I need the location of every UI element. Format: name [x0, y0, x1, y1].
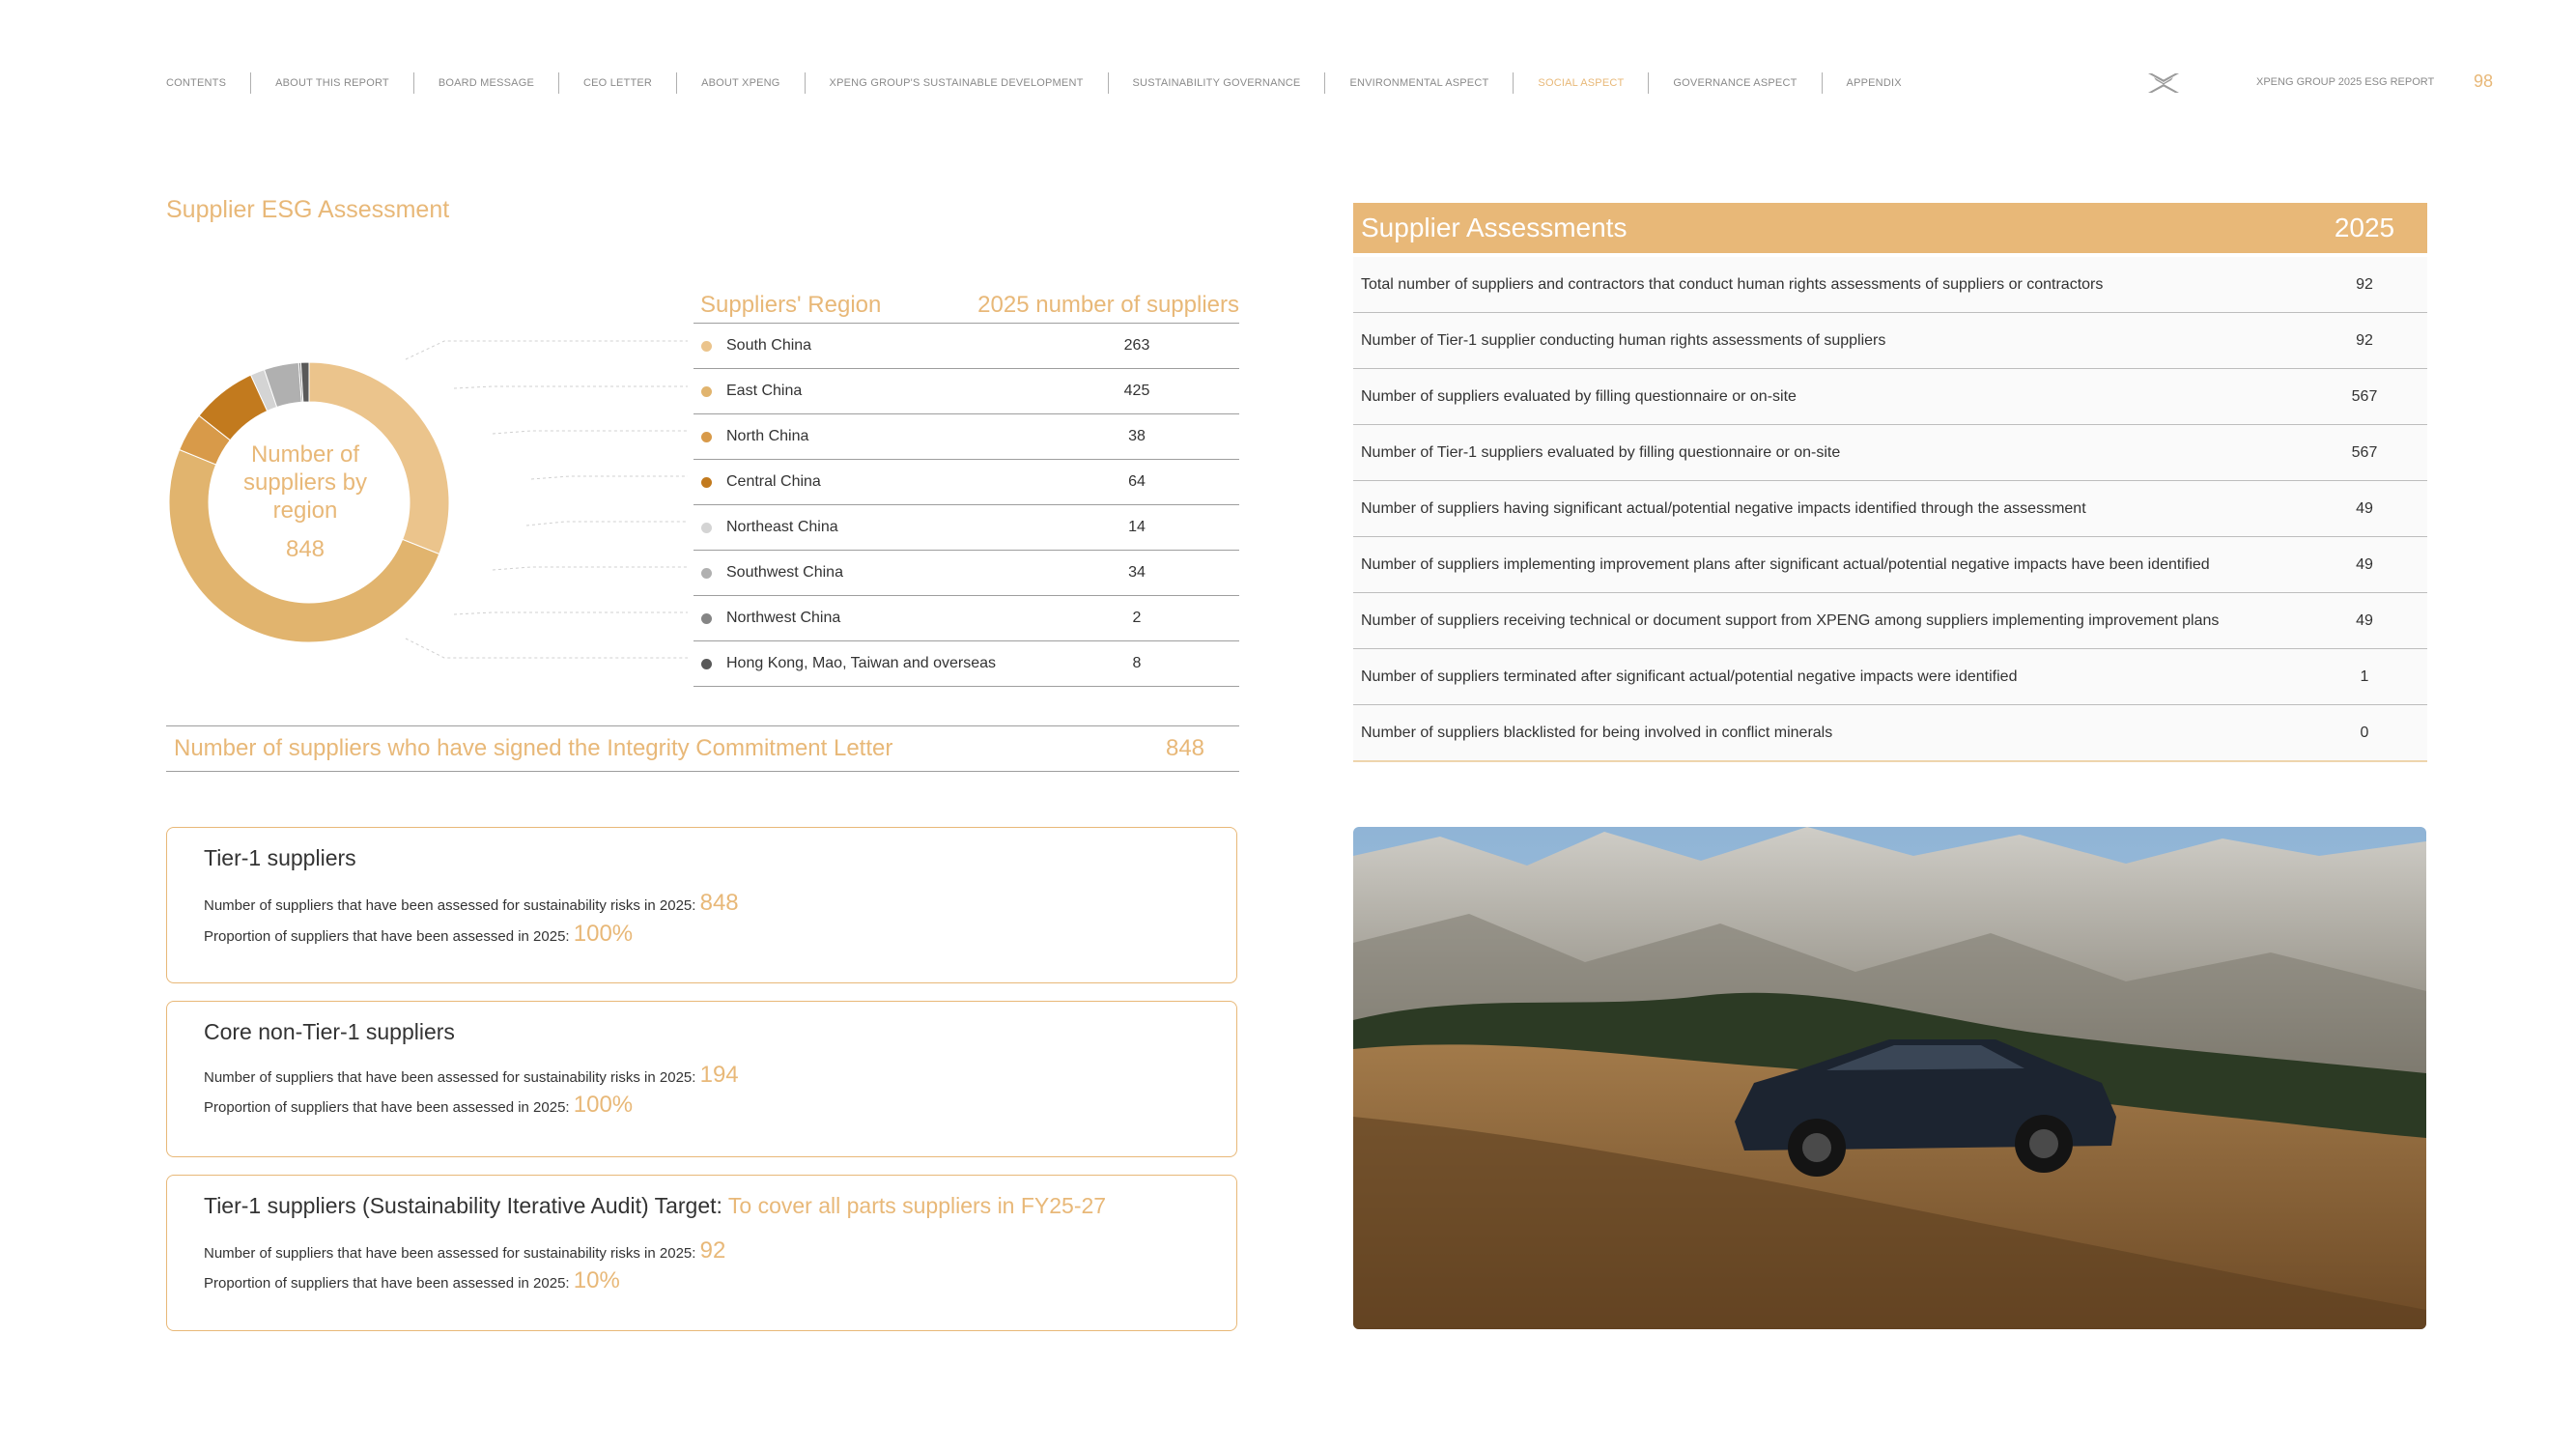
report-title: XPENG GROUP 2025 ESG REPORT: [2256, 76, 2435, 88]
integrity-value: 848: [1165, 735, 1205, 761]
region-rows: [694, 324, 1239, 687]
tier-title-text: Tier-1 suppliers (Sustainability Iterative Audit) Target:: [204, 1193, 722, 1218]
assessment-value: 92: [2356, 331, 2373, 349]
region-table-header: [694, 280, 1239, 324]
region-name: North China: [726, 428, 809, 444]
tier-target-text: To cover all parts suppliers in FY25-27: [727, 1193, 1107, 1218]
region-count: 425: [1123, 383, 1150, 399]
tier-title-text: Core non-Tier-1 suppliers: [204, 1019, 455, 1044]
tier-proportion-value: 10%: [573, 1267, 620, 1293]
assessment-row: [1353, 313, 2427, 369]
legend-dot-icon: [701, 659, 712, 669]
leader-line: [526, 522, 688, 526]
nav-item-governance-aspect[interactable]: GOVERNANCE ASPECT: [1648, 72, 1821, 94]
tier-proportion-line: [204, 921, 633, 948]
nav-item-ceo-letter[interactable]: CEO LETTER: [558, 72, 676, 94]
tier-box-title: [204, 845, 356, 871]
donut-label-text: Number of suppliers by region: [242, 441, 368, 524]
region-count: 2: [1132, 610, 1142, 626]
legend-dot-icon: [701, 341, 712, 352]
assessment-label: Number of suppliers implementing improvement plans after significant actual/potential negative impacts have been identified: [1361, 555, 2210, 573]
assessment-value: 49: [2356, 611, 2373, 629]
tier-assessed-line: [204, 1237, 725, 1264]
legend-dot-icon: [701, 386, 712, 397]
tier-proportion-value: 100%: [573, 921, 634, 947]
nav-item-sustainability-governance[interactable]: SUSTAINABILITY GOVERNANCE: [1108, 72, 1325, 94]
nav-item-about-xpeng[interactable]: ABOUT XPENG: [676, 72, 804, 94]
region-name: East China: [726, 383, 803, 399]
region-count: 8: [1132, 655, 1142, 671]
suv-landscape-photo: [1353, 827, 2426, 1329]
assessment-row: [1353, 481, 2427, 537]
region-count: 38: [1128, 428, 1146, 444]
assessment-value: 0: [2360, 724, 2369, 741]
region-row: [694, 414, 1239, 460]
region-row: [694, 551, 1239, 596]
tier-assessed-line: [204, 1062, 739, 1089]
assessment-value: 92: [2356, 275, 2373, 293]
assessment-value: 567: [2351, 443, 2378, 461]
assessment-label: Number of suppliers having significant actual/potential negative impacts identified through the assessment: [1361, 499, 2086, 517]
assessment-row: [1353, 593, 2427, 649]
assessments-rows: [1353, 253, 2427, 762]
legend-dot-icon: [701, 477, 712, 488]
tier-assessed-line: [204, 890, 739, 917]
assessment-value: 567: [2351, 387, 2378, 405]
tier1-iterative-audit-box: [166, 1175, 1237, 1331]
assessment-label: Number of suppliers terminated after significant actual/potential negative impacts were identified: [1361, 668, 2018, 685]
assessment-row: [1353, 537, 2427, 593]
assessment-value: 1: [2360, 668, 2369, 685]
donut-center-label: [209, 440, 402, 563]
region-name: Northeast China: [726, 519, 838, 535]
region-row: [694, 596, 1239, 641]
tier-proportion-line: [204, 1092, 633, 1119]
assessment-row: [1353, 649, 2427, 705]
tier-assessed-value: 848: [699, 890, 739, 916]
legend-dot-icon: [701, 568, 712, 579]
tier-proportion-label: Proportion of suppliers that have been assessed in 2025:: [204, 1099, 570, 1116]
tier-assessed-label: Number of suppliers that have been assessed for sustainability risks in 2025:: [204, 1245, 696, 1262]
tier-proportion-label: Proportion of suppliers that have been assessed in 2025:: [204, 1275, 570, 1292]
region-name: South China: [726, 337, 812, 354]
legend-dot-icon: [701, 523, 712, 533]
region-row: [694, 369, 1239, 414]
assessments-header-label: Supplier Assessments: [1361, 213, 1628, 242]
legend-dot-icon: [701, 432, 712, 442]
assessment-label: Total number of suppliers and contractors that conduct human rights assessments of suppliers or contractors: [1361, 275, 2104, 293]
leader-line: [493, 567, 688, 570]
assessments-header-year: 2025: [2334, 213, 2395, 242]
nav-item-board-message[interactable]: BOARD MESSAGE: [413, 72, 558, 94]
assessment-label: Number of Tier-1 supplier conducting human rights assessments of suppliers: [1361, 331, 1886, 349]
tier-proportion-label: Proportion of suppliers that have been assessed in 2025:: [204, 928, 570, 945]
assessment-row: [1353, 257, 2427, 313]
supplier-assessments-table: [1353, 203, 2427, 762]
assessment-row: [1353, 705, 2427, 762]
legend-dot-icon: [701, 613, 712, 624]
nav-item-social-aspect[interactable]: SOCIAL ASPECT: [1513, 72, 1648, 94]
region-table: [694, 280, 1239, 687]
top-navigation: [166, 71, 1926, 96]
integrity-text: Number of suppliers who have signed the Integrity Commitment Letter: [174, 735, 893, 761]
tier-assessed-label: Number of suppliers that have been assessed for sustainability risks in 2025:: [204, 897, 696, 914]
leader-line: [454, 386, 688, 388]
tier1-suppliers-box: [166, 827, 1237, 983]
nav-item-contents[interactable]: CONTENTS: [166, 77, 227, 89]
region-row: [694, 324, 1239, 369]
leader-line: [493, 431, 688, 434]
region-count: 263: [1123, 337, 1150, 354]
assessment-label: Number of suppliers evaluated by filling questionnaire or on-site: [1361, 387, 1797, 405]
assessments-header: [1353, 203, 2427, 253]
tier-proportion-line: [204, 1267, 620, 1294]
assessment-label: Number of suppliers receiving technical or document support from XPENG among suppliers implementing improvement plans: [1361, 611, 2220, 629]
assessment-value: 49: [2356, 499, 2373, 517]
region-row: [694, 641, 1239, 687]
tier-assessed-value: 92: [699, 1237, 726, 1264]
tier-assessed-label: Number of suppliers that have been assessed for sustainability risks in 2025:: [204, 1069, 696, 1086]
assessment-label: Number of suppliers blacklisted for being involved in conflict minerals: [1361, 724, 1833, 741]
region-name: Hong Kong, Mao, Taiwan and overseas: [726, 655, 996, 671]
tier-box-title: [204, 1193, 1106, 1219]
integrity-commitment-row: [166, 725, 1239, 772]
tier-assessed-value: 194: [699, 1062, 739, 1088]
region-name: Northwest China: [726, 610, 841, 626]
assessment-value: 49: [2356, 555, 2373, 573]
leader-line: [454, 612, 688, 614]
region-count: 34: [1128, 564, 1146, 581]
nav-item-about-this-report[interactable]: ABOUT THIS REPORT: [250, 72, 413, 94]
tier-proportion-value: 100%: [573, 1092, 634, 1118]
page-number: 98: [2474, 71, 2494, 91]
assessment-label: Number of Tier-1 suppliers evaluated by filling questionnaire or on-site: [1361, 443, 1841, 461]
assessment-row: [1353, 369, 2427, 425]
region-name: Southwest China: [726, 564, 843, 581]
region-count: 14: [1128, 519, 1146, 535]
nav-item-xpeng-group-s-sustainable-development[interactable]: XPENG GROUP'S SUSTAINABLE DEVELOPMENT: [805, 72, 1108, 94]
section-title: Supplier ESG Assessment: [166, 196, 450, 223]
count-header: 2025 number of suppliers: [977, 292, 1239, 318]
region-count: 64: [1128, 473, 1146, 490]
leader-line: [531, 476, 688, 479]
region-row: [694, 505, 1239, 551]
region-header: Suppliers' Region: [700, 292, 882, 318]
tier-box-title: [204, 1019, 455, 1045]
nav-item-appendix[interactable]: APPENDIX: [1822, 72, 1926, 94]
donut-total: 848: [285, 536, 326, 562]
tier-title-text: Tier-1 suppliers: [204, 845, 356, 870]
core-non-tier1-suppliers-box: [166, 1001, 1237, 1157]
xpeng-logo-icon: [2146, 71, 2181, 95]
region-name: Central China: [726, 473, 821, 490]
assessment-row: [1353, 425, 2427, 481]
nav-item-environmental-aspect[interactable]: ENVIRONMENTAL ASPECT: [1324, 72, 1513, 94]
region-row: [694, 460, 1239, 505]
